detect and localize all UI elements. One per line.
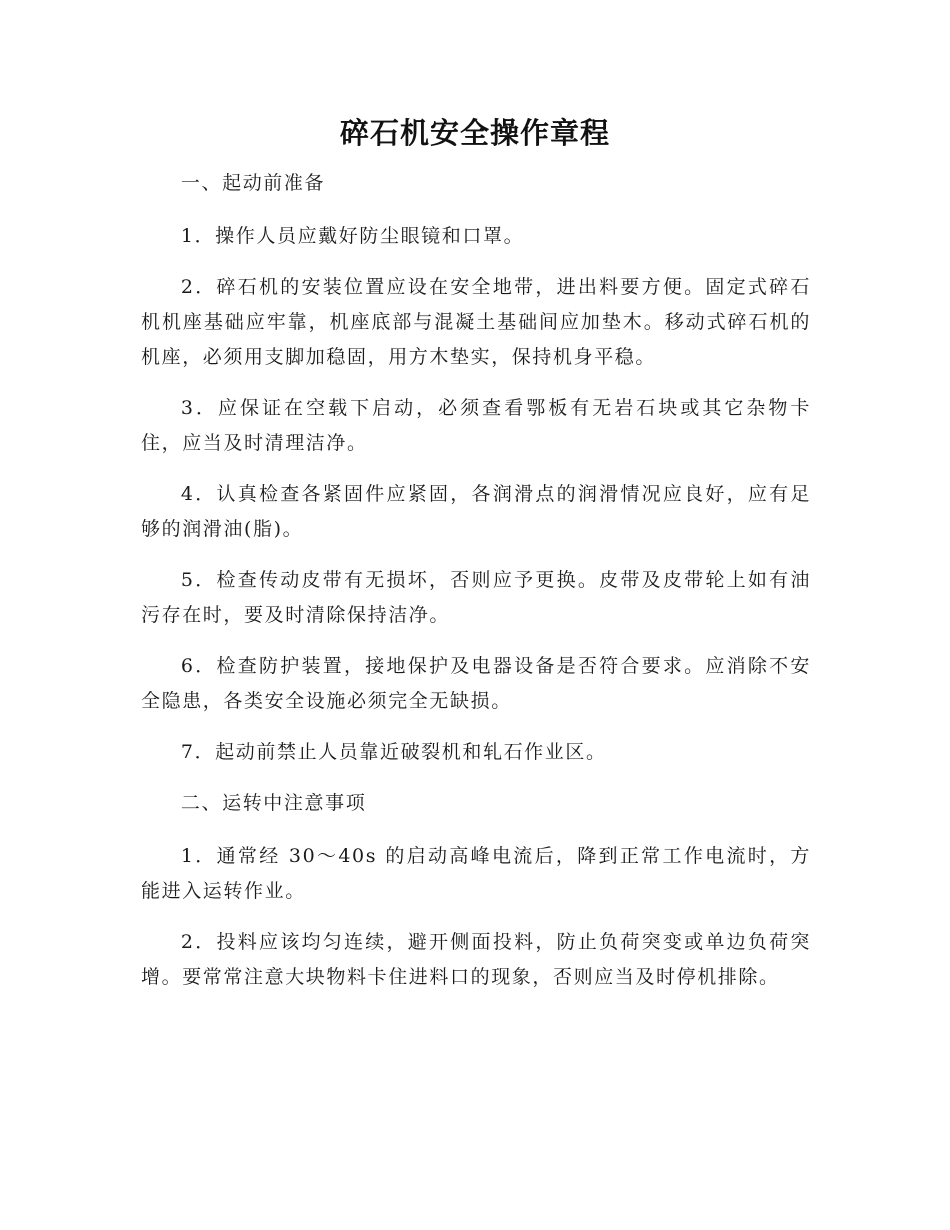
section-heading-startup-preparation: 一、起动前准备 xyxy=(180,172,326,194)
paragraph-operation-item-1: 1．通常经 30～40s 的启动高峰电流后，降到正常工作电流时，方能进入运转作业。 xyxy=(141,845,811,902)
paragraph-item-1: 1．操作人员应戴好防尘眼镜和口罩。 xyxy=(180,225,525,247)
paragraph-item-5: 5．检查传动皮带有无损坏，否则应予更换。皮带及皮带轮上如有油污存在时，要及时清除保持洁净。 xyxy=(141,569,811,626)
paragraph-item-6: 6．检查防护装置，接地保护及电器设备是否符合要求。应消除不安全隐患，各类安全设施必须完全无缺损。 xyxy=(141,655,811,712)
document-title: 碎石机安全操作章程 xyxy=(339,116,610,150)
paragraph-item-3: 3．应保证在空载下启动，必须查看鄂板有无岩石块或其它杂物卡住，应当及时清理洁净。 xyxy=(141,397,811,454)
document-body xyxy=(141,166,811,1011)
paragraph-item-2: 2．碎石机的安装位置应设在安全地带，进出料要方便。固定式碎石机机座基础应牢靠，机座底部与混凝土基础间应加垫木。移动式碎石机的机座，必须用支脚加稳固，用方木垫实，保持机身平稳。 xyxy=(141,276,811,368)
paragraph-item-7: 7．起动前禁止人员靠近破裂机和轧石作业区。 xyxy=(180,741,607,763)
paragraph-item-4: 4．认真检查各紧固件应紧固，各润滑点的润滑情况应良好，应有足够的润滑油(脂)。 xyxy=(141,483,811,540)
section-heading-operation-notes: 二、运转中注意事项 xyxy=(180,792,367,814)
paragraph-operation-item-2: 2．投料应该均匀连续，避开侧面投料，防止负荷突变或单边负荷突增。要常常注意大块物料卡住进料口的现象，否则应当及时停机排除。 xyxy=(141,931,811,988)
